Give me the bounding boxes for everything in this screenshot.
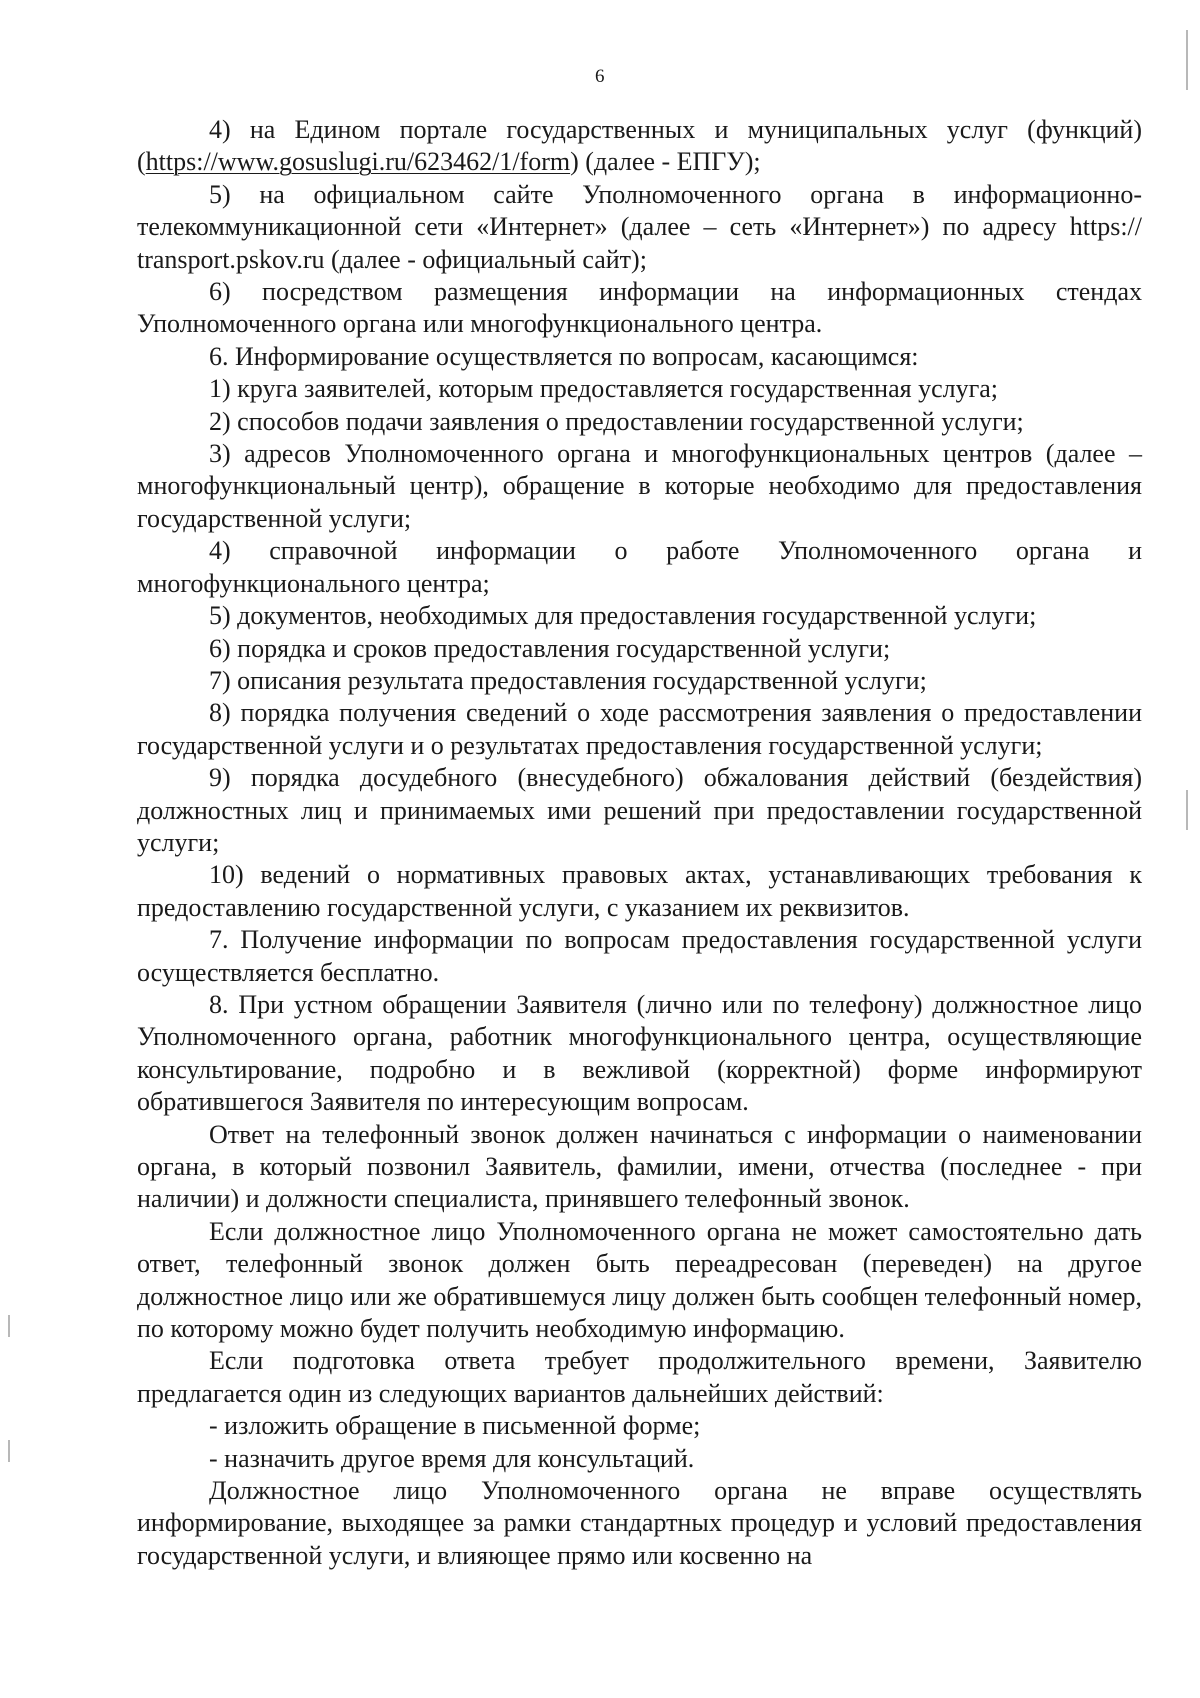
paragraph: - изложить обращение в письменной форме;: [209, 1411, 701, 1441]
paragraph: 6) посредством размещения информации на информационных стендах Уполномоченного органа или многофункционального центра.: [137, 277, 1142, 339]
paragraph: 8. При устном обращении Заявителя (лично или по телефону) должностное лицо Уполномоченного органа, работник многофункционального центра, осуществляющие консультирование, подробно и в вежливой (корректной) форме информируют обратившегося Заявителя по интересующим вопросам.: [137, 989, 1142, 1117]
paragraph: 6. Информирование осуществляется по вопросам, касающимся:: [209, 341, 919, 371]
gosuslugi-link[interactable]: https://www.gosuslugi.ru/623462/1/form: [145, 147, 571, 177]
scan-edge-mark: [1186, 30, 1188, 90]
paragraph: 8) порядка получения сведений о ходе рассмотрения заявления о предоставлении государственной услуги и о результатах предоставления государственной услуги;: [137, 698, 1142, 760]
page-number: 6: [595, 66, 605, 87]
paragraph: 7. Получение информации по вопросам предоставления государственной услуги осуществляется бесплатно.: [137, 925, 1142, 987]
paragraph: 5) документов, необходимых для предоставления государственной услуги;: [209, 601, 1037, 631]
paragraph: 1) круга заявителей, которым предоставляется государственная услуга;: [209, 374, 999, 404]
paragraph: Если должностное лицо Уполномоченного органа не может самостоятельно дать ответ, телефонный звонок должен быть переадресован (переведен) на другое должностное лицо или же обратившемуся лицу должен быть сообщен телефонный номер, по которому можно будет получить необходимую информацию.: [137, 1216, 1142, 1344]
document-body: [137, 114, 1142, 1572]
scan-edge-mark: [1186, 790, 1188, 830]
scan-edge-mark: [8, 1440, 10, 1462]
paragraph: 4) справочной информации о работе Уполномоченного органа и многофункционального центра;: [137, 536, 1142, 598]
paragraph: 10) ведений о нормативных правовых актах, устанавливающих требования к предоставлению государственной услуги, с указанием их реквизитов.: [137, 860, 1142, 922]
paragraph-epgu: 4) на Едином портале государственных и муниципальных услуг (функций) (https://www.gosuslugi.ru/623462/1/form) (далее - ЕПГУ);: [137, 115, 1142, 177]
paragraph: 9) порядка досудебного (внесудебного) обжалования действий (бездействия) должностных лиц и принимаемых ими решений при предоставлении государственной услуги;: [137, 763, 1142, 857]
paragraph: Должностное лицо Уполномоченного органа не вправе осуществлять информирование, выходящее за рамки стандартных процедур и условий предоставления государственной услуги, и влияющее прямо или косвенно на: [137, 1476, 1142, 1570]
paragraph: Ответ на телефонный звонок должен начинаться с информации о наименовании органа, в который позвонил Заявитель, фамилии, имени, отчества (последнее - при наличии) и должности специалиста, принявшего телефонный звонок.: [137, 1119, 1142, 1214]
paragraph: 2) способов подачи заявления о предоставлении государственной услуги;: [209, 406, 1024, 436]
paragraph: 6) порядка и сроков предоставления государственной услуги;: [209, 633, 891, 663]
paragraph: 5) на официальном сайте Уполномоченного органа в информационно-телекоммуникационной сети «Интернет» (далее – сеть «Интернет») по адресу https:// transport.pskov.ru (далее - официальный сайт);: [137, 179, 1142, 274]
scan-edge-mark: [8, 1315, 10, 1337]
paragraph: Если подготовка ответа требует продолжительного времени, Заявителю предлагается один из следующих вариантов дальнейших действий:: [137, 1346, 1142, 1408]
paragraph: 3) адресов Уполномоченного органа и многофункциональных центров (далее – многофункциональный центр), обращение в которые необходимо для предоставления государственной услуги;: [137, 439, 1142, 533]
paragraph: - назначить другое время для консультаций.: [209, 1443, 695, 1473]
paragraph: 7) описания результата предоставления государственной услуги;: [209, 665, 927, 695]
